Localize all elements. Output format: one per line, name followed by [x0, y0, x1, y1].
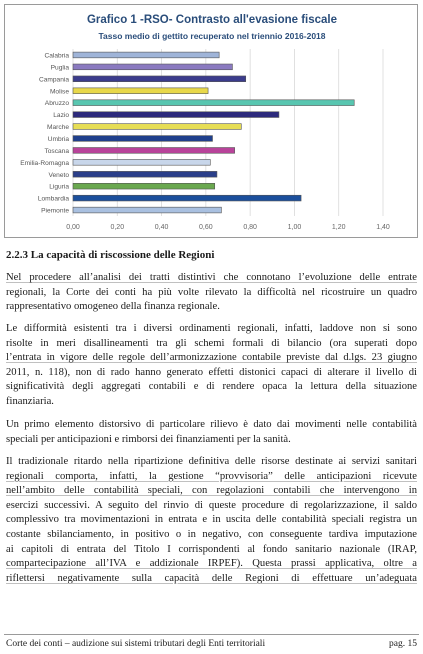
paragraph-1 [6, 271, 417, 315]
x-tick-label: 0,60 [199, 224, 213, 231]
text-line: costante sbilanciamento, in positivo o in negativo, con conseguente tardiva imputazione [6, 528, 417, 540]
bar-campania [73, 76, 246, 82]
text-line: Il tradizionale ritardo nella ripartizione definitiva delle risorse destinate ai servizi sanitari [6, 456, 417, 467]
category-label: Calabria [44, 52, 69, 60]
paragraph-4-text [6, 455, 417, 586]
chart-title: Grafico 1 -RSO- Contrasto all'evasione fiscale [86, 14, 338, 26]
chart-subtitle: Tasso medio di gettito recuperato nel triennio 2016-2018 [98, 31, 326, 41]
category-label: Piemonte [41, 207, 69, 215]
chart-frame [4, 4, 418, 238]
page-number: pag. 15 [389, 639, 417, 649]
text-line: Le difformità esistenti tra i diversi ordinamenti regionali, infatti, laddove non si sono [6, 323, 417, 334]
text-line: 2011, n. 118), non di rado hanno generato effetti distonici capaci di alterare il livello di [6, 366, 417, 378]
x-tick-label: 1,40 [376, 224, 390, 231]
text-line: Un primo elemento distorsivo di particolare rilievo è dato dai movimenti nelle contabilità [6, 419, 417, 430]
text-line: esercizi successivi. A seguito del rinvio di queste procedure di regolarizzazione, il saldo [6, 499, 417, 511]
footer-title: Corte dei conti – audizione sui sistemi tributari degli Enti territoriali [6, 639, 266, 649]
category-label: Umbria [47, 135, 69, 143]
bar-liguria [73, 183, 215, 189]
paragraph-3 [6, 418, 417, 447]
text-line: complessivo tra movimentazioni in entrata e in uscita delle contabilità speciali registra un [6, 514, 417, 526]
bar-abruzzo [73, 100, 354, 106]
chart-gridlines [73, 49, 383, 216]
chart-category-labels [20, 52, 69, 214]
category-label: Emilia-Romagna [20, 159, 69, 167]
category-label: Toscana [44, 147, 69, 155]
paragraph-2-text [6, 322, 417, 410]
paragraph-4 [6, 455, 417, 586]
bar-emilia-romagna [73, 159, 210, 165]
bar-veneto [73, 171, 217, 177]
x-tick-label: 0,80 [243, 224, 257, 231]
text-line: Nel procedere all’analisi dei tratti distintivi che connotano l’evoluzione delle entrate [6, 272, 417, 283]
text-line: risolte in meri disallineamenti tra gli schemi formali di bilancio (ora superati dopo [6, 337, 417, 349]
section-heading: 2.2.3 La capacità di riscossione delle Regioni [6, 249, 215, 261]
category-label: Campania [38, 76, 69, 84]
paragraph-3-text [6, 418, 417, 447]
category-label: Liguria [49, 183, 69, 191]
text-line: l’entrata in vigore delle regole dell’armonizzazione contabile previste dal d.lgs. 23 giugno [6, 352, 417, 364]
paragraph-2 [6, 322, 417, 410]
category-label: Marche [47, 124, 69, 132]
text-line: significatività degli aggregati contabili e di rendere opaca la lettura della situazione [6, 381, 417, 393]
bar-toscana [73, 148, 235, 154]
bar-lazio [73, 112, 279, 118]
x-tick-label: 1,00 [287, 224, 302, 231]
bar-lombardia [73, 195, 301, 201]
text-line: riflettersi negativamente sulla capacità delle Regioni di effettuare un’adeguata [6, 572, 417, 584]
bar-umbria [73, 136, 213, 142]
x-tick-label: 0,20 [110, 224, 125, 231]
bar-molise [73, 88, 208, 94]
footer-divider [4, 634, 419, 635]
x-tick-label: 0,00 [66, 224, 80, 231]
text-line: ai capitoli di entrata del Titolo I corrispondenti al fondo sanitario nazionale (IRAP, [6, 543, 417, 555]
text-line: finanziaria. [6, 395, 54, 407]
category-label: Abruzzo [44, 100, 69, 108]
category-label: Puglia [50, 64, 69, 72]
text-line: regionali, la Corte dei conti ha più volte rilevato la difficoltà nel ricostruire un quadro [6, 286, 417, 298]
text-line: nell’ambito delle contabilità speciali, con regolazioni contabili che intervengono in [6, 485, 417, 497]
category-label: Lombardia [37, 195, 69, 203]
category-label: Veneto [48, 171, 69, 179]
chart-bars [73, 52, 354, 213]
bar-chart [5, 5, 419, 239]
paragraph-1-text [6, 271, 417, 315]
text-line: compartecipazione all’IVA e addizionale IRPEF). Questa prassi applicativa, oltre a [6, 558, 417, 570]
text-line: speciali per anticipazioni e rimborsi dei finanziamenti per la sanità. [6, 433, 291, 445]
text-line: regionali comporta, infatti, la gestione “provvisoria” delle anticipazioni ricevute [6, 470, 417, 482]
x-tick-label: 0,40 [154, 224, 169, 231]
bar-marche [73, 124, 241, 130]
category-label: Molise [49, 88, 69, 96]
bar-piemonte [73, 207, 221, 213]
text-line: rappresentativo omogeneo della finanza regionale. [6, 301, 220, 313]
bar-puglia [73, 64, 232, 70]
bar-calabria [73, 52, 219, 58]
x-tick-label: 1,20 [331, 224, 346, 231]
category-label: Lazio [53, 112, 69, 120]
chart-x-tick-labels [66, 224, 390, 231]
